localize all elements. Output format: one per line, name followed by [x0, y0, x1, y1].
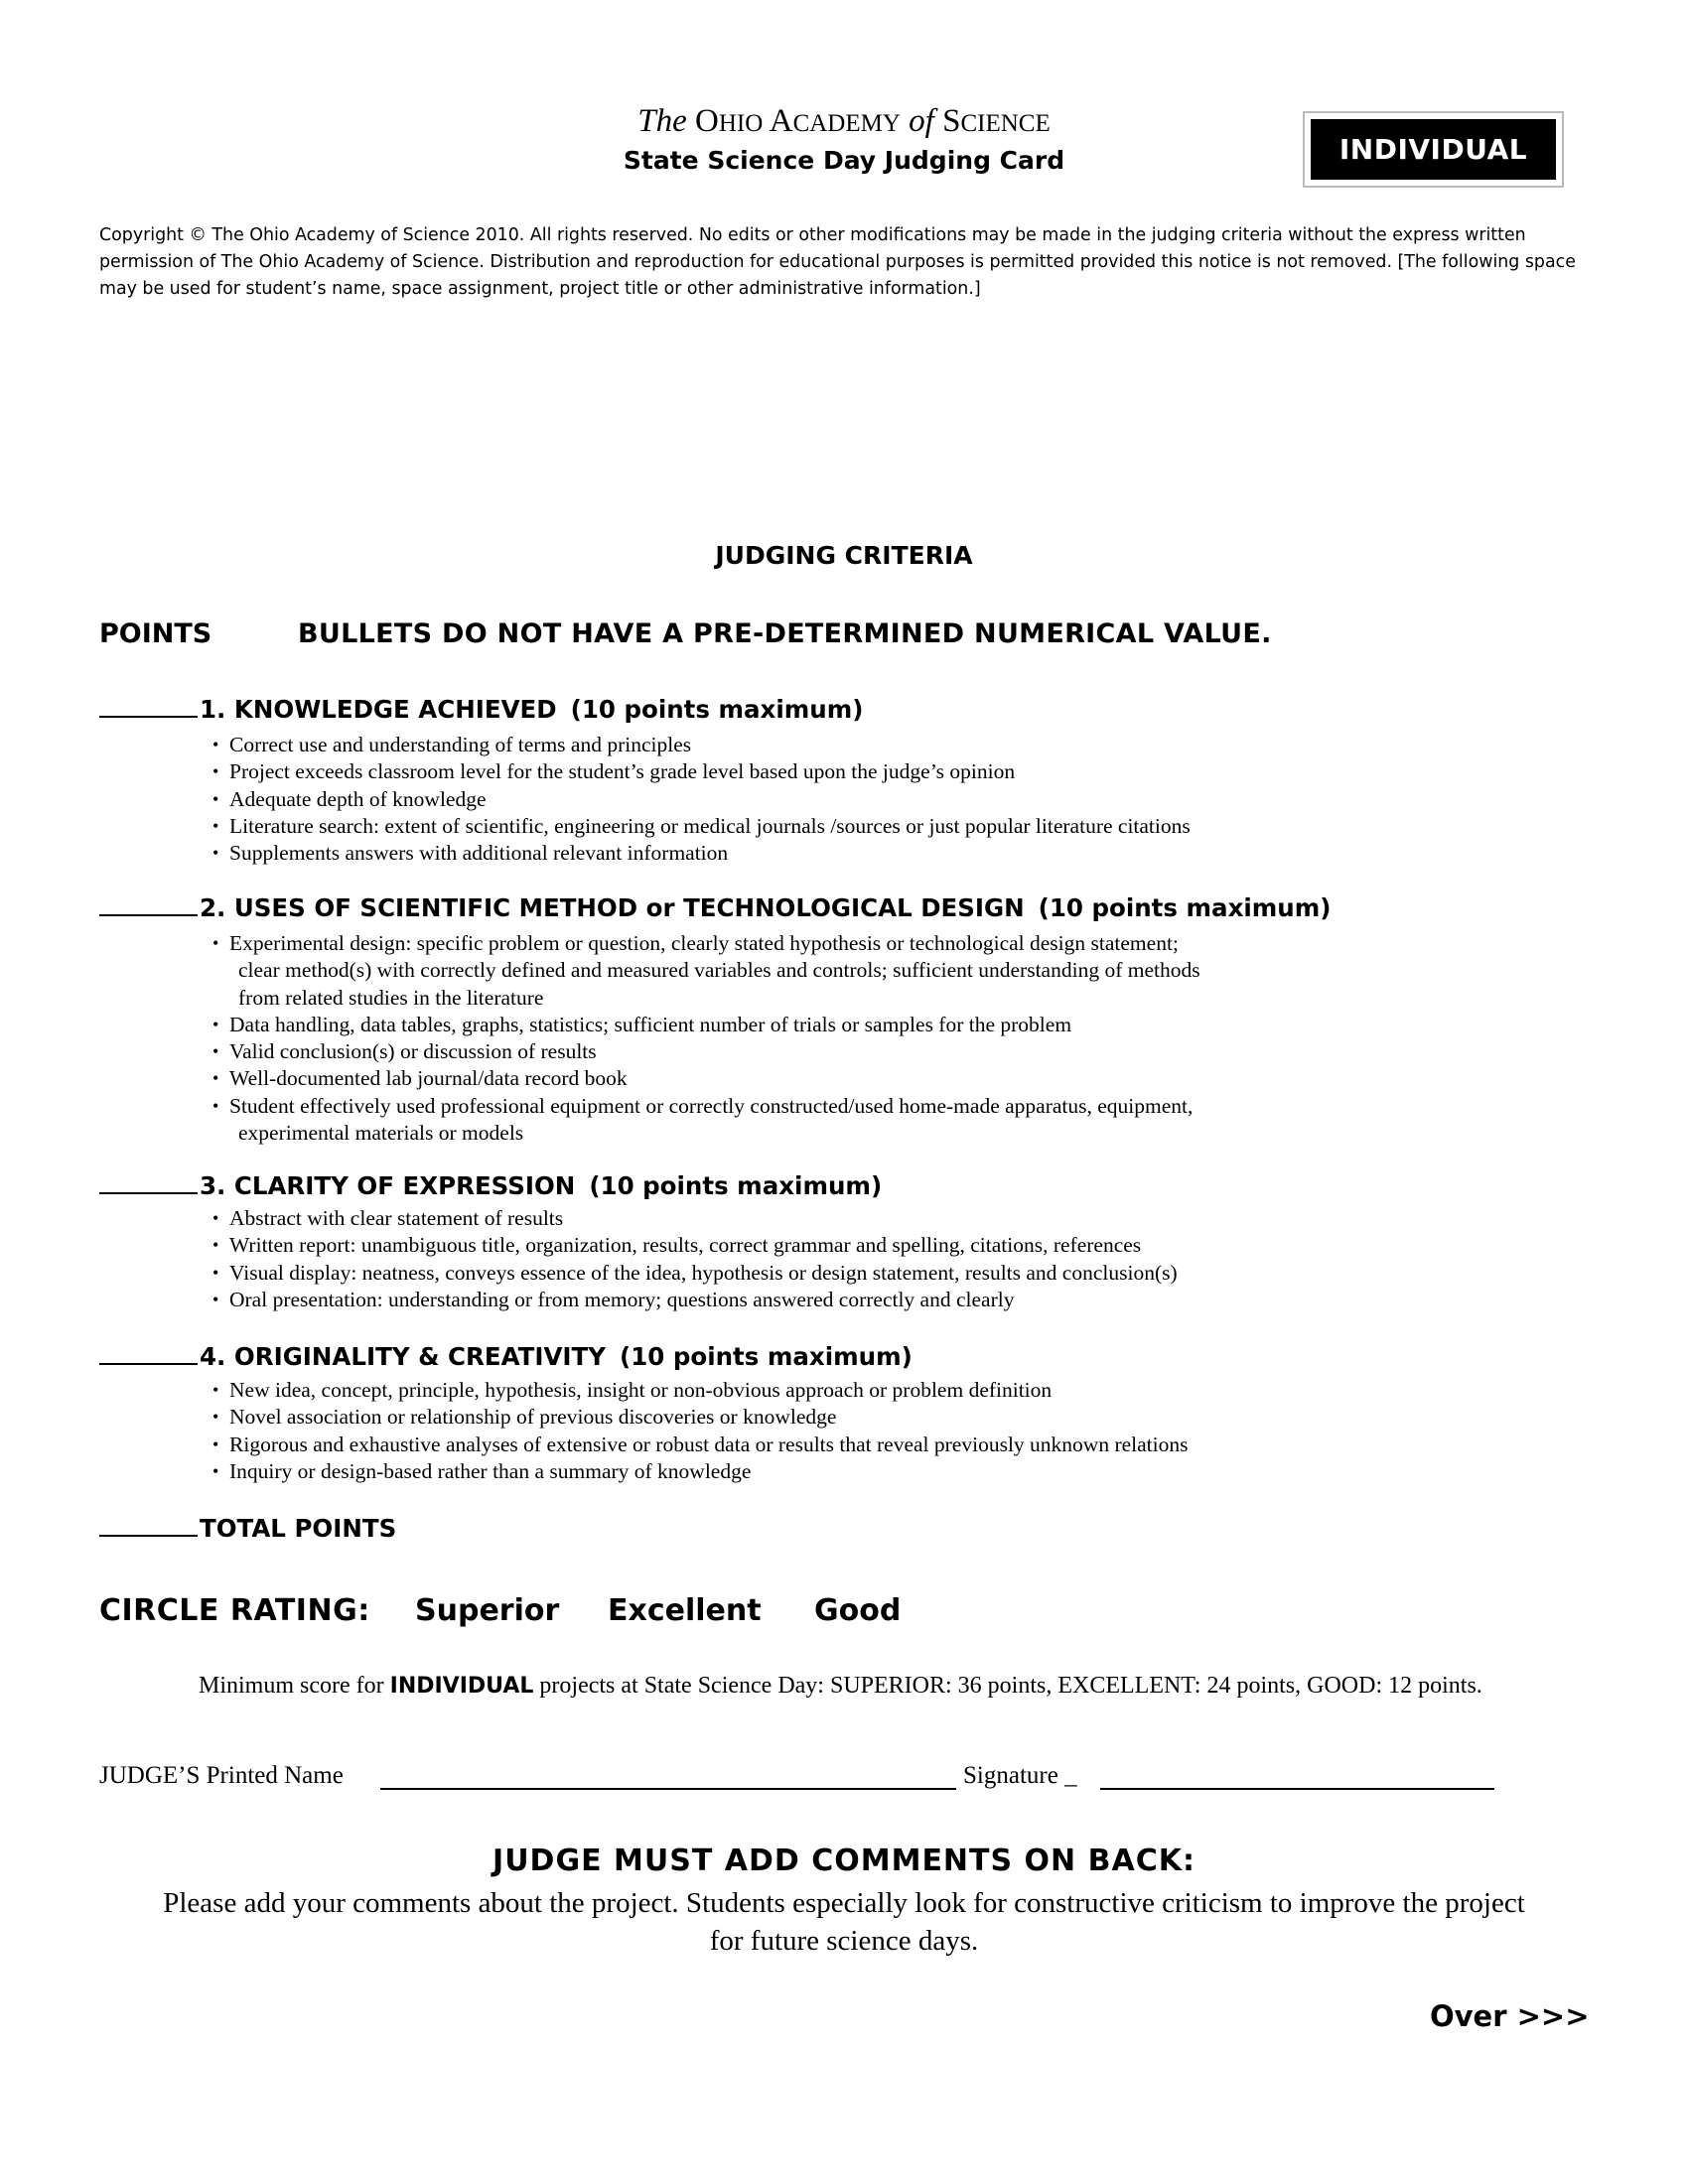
- comments-instructions: Please add your comments about the project. Students especially look for constructive criticism to improve the project for future science days.: [163, 1887, 1525, 1957]
- bullet-item: • Experimental design: specific problem or question, clearly stated hypothesis or technological design statement; clear method(s) with correctly defined and measured variables and controls; sufficient understanding of methods from related studies in the literature: [212, 930, 1464, 1012]
- criterion-max: (10 points maximum): [620, 1342, 913, 1371]
- criterion-title: 3. CLARITY OF EXPRESSION: [200, 1171, 576, 1200]
- criterion-3-heading: [99, 1171, 882, 1200]
- criterion-title: 1. KNOWLEDGE ACHIEVED: [200, 695, 557, 724]
- bullet-item: • Rigorous and exhaustive analyses of extensive or robust data or results that reveal previously unknown relations: [212, 1432, 1464, 1458]
- criterion-title: 2. USES OF SCIENTIFIC METHOD or TECHNOLOGICAL DESIGN: [200, 893, 1025, 922]
- criterion-1-heading: [99, 695, 863, 724]
- criterion-3-bullets: [212, 1205, 1464, 1313]
- judge-name-label: JUDGE’S Printed Name: [99, 1762, 344, 1789]
- criterion-title: 4. ORIGINALITY & CREATIVITY: [200, 1342, 606, 1371]
- bullet-item: • Inquiry or design-based rather than a summary of knowledge: [212, 1458, 1464, 1485]
- card-title: State Science Day Judging Card: [623, 146, 1065, 175]
- signature-label: Signature _: [963, 1762, 1077, 1789]
- bullet-item: • Valid conclusion(s) or discussion of results: [212, 1038, 1464, 1065]
- signature-field[interactable]: [1100, 1788, 1494, 1790]
- points-column-heading: POINTS: [99, 618, 212, 649]
- bullets-note: BULLETS DO NOT HAVE A PRE-DETERMINED NUMERICAL VALUE.: [298, 618, 1272, 649]
- criterion-1-bullets: [212, 732, 1464, 867]
- individual-badge: INDIVIDUAL: [1311, 119, 1556, 180]
- bullet-item: • Novel association or relationship of previous discoveries or knowledge: [212, 1404, 1464, 1431]
- criterion-max: (10 points maximum): [570, 695, 864, 724]
- organization-name: The OHIO ACADEMY of SCIENCE: [637, 103, 1051, 139]
- criterion-4-bullets: [212, 1377, 1464, 1485]
- score-blank-3[interactable]: [99, 1172, 198, 1194]
- rating-superior[interactable]: Superior: [415, 1593, 560, 1628]
- bullet-item: • Student effectively used professional equipment or correctly constructed/used home-made apparatus, equipment, experimental materials or models: [212, 1093, 1464, 1148]
- minimum-score-note: Minimum score for INDIVIDUAL projects at State Science Day: SUPERIOR: 36 points, EXCELLENT: 24 points, GOOD: 12 points.: [199, 1673, 1482, 1699]
- over-indicator: Over >>>: [1430, 1999, 1590, 2033]
- bullet-item: • New idea, concept, principle, hypothesis, insight or non-obvious approach or problem definition: [212, 1377, 1464, 1404]
- bullet-item: • Data handling, data tables, graphs, statistics; sufficient number of trials or samples for the problem: [212, 1012, 1464, 1038]
- score-blank-1[interactable]: [99, 696, 198, 718]
- criterion-max: (10 points maximum): [589, 1171, 883, 1200]
- comments-heading: JUDGE MUST ADD COMMENTS ON BACK:: [492, 1843, 1196, 1878]
- bullet-item: • Visual display: neatness, conveys essence of the idea, hypothesis or design statement, results and conclusion(s): [212, 1260, 1464, 1287]
- judge-name-field[interactable]: [380, 1788, 956, 1790]
- criterion-max: (10 points maximum): [1038, 893, 1332, 922]
- total-points-label: TOTAL POINTS: [200, 1514, 397, 1543]
- criterion-2-bullets: [212, 930, 1464, 1147]
- bullet-item: • Supplements answers with additional relevant information: [212, 840, 1464, 867]
- copyright-notice: Copyright © The Ohio Academy of Science 2010. All rights reserved. No edits or other modifications may be made in the judging criteria without the express written permission of The Ohio Academy of Science. Distribution and reproduction for educational purposes is permitted provided this notice is not removed. [The following space may be used for student’s name, space assignment, project title or other administrative information.]: [99, 225, 1576, 299]
- bullet-item: • Project exceeds classroom level for the student’s grade level based upon the judge’s opinion: [212, 758, 1464, 785]
- rating-good[interactable]: Good: [814, 1593, 902, 1628]
- bullet-item: • Written report: unambiguous title, organization, results, correct grammar and spelling, citations, references: [212, 1232, 1464, 1259]
- criterion-4-heading: [99, 1342, 913, 1371]
- bullet-item: • Abstract with clear statement of results: [212, 1205, 1464, 1232]
- bullet-item: • Adequate depth of knowledge: [212, 786, 1464, 813]
- rating-excellent[interactable]: Excellent: [608, 1593, 762, 1628]
- total-points-row: [99, 1514, 396, 1543]
- circle-rating-label: CIRCLE RATING:: [99, 1593, 370, 1628]
- bullet-item: • Oral presentation: understanding or from memory; questions answered correctly and clearly: [212, 1287, 1464, 1313]
- section-title: JUDGING CRITERIA: [715, 541, 973, 570]
- bullet-item: • Literature search: extent of scientific, engineering or medical journals /sources or just popular literature citations: [212, 813, 1464, 840]
- bullet-item: • Correct use and understanding of terms and principles: [212, 732, 1464, 758]
- score-blank-4[interactable]: [99, 1343, 198, 1365]
- total-points-blank[interactable]: [99, 1515, 198, 1537]
- score-blank-2[interactable]: [99, 894, 198, 916]
- criterion-2-heading: [99, 893, 1331, 922]
- bullet-item: • Well-documented lab journal/data record book: [212, 1065, 1464, 1092]
